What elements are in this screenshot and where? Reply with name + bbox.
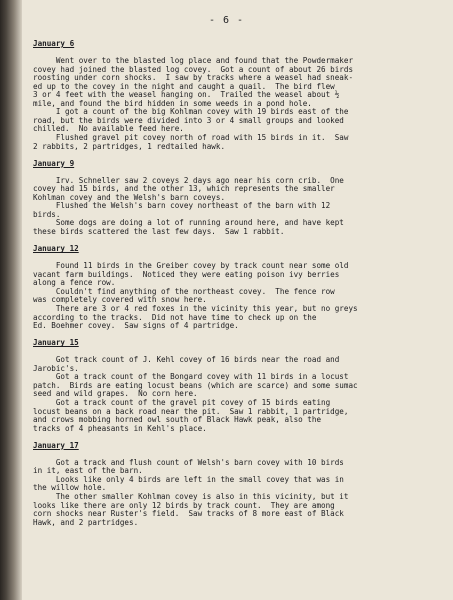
text-line: in it, east of the barn.	[33, 466, 143, 476]
text-line: looks like there are only 12 birds by track count. They are among	[33, 500, 335, 510]
text-line: The other smaller Kohlman covey is also in this vicinity, but it	[33, 491, 349, 501]
text-line: ed up to the covey in the night and caught a quail. The bird flew	[33, 81, 335, 91]
text-line: Got a track count of the gravel pit covey of 15 birds eating	[33, 397, 331, 407]
blank-line	[33, 151, 433, 160]
text-line: Flushed the Welsh's barn covey northeast of the barn with 12	[33, 201, 331, 211]
text-line: Went over to the blasted log place and found that the Powdermaker	[33, 56, 354, 66]
text-line: road, but the birds were divided into 3 or 4 small groups and looked	[33, 115, 344, 125]
text-line: 3 or 4 feet with the weasel hanging on. Trailed the weasel about ½	[33, 90, 340, 100]
text-line: Found 11 birds in the Greiber covey by track count near some old	[33, 261, 349, 271]
text-line: Got a track and flush count of Welsh's barn covey with 10 birds	[33, 457, 344, 467]
text-line: patch. Birds are eating locust beans (which are scarce) and some sumac	[33, 380, 358, 390]
text-line: and crows mobbing horned owl south of Black Hawk peak, also the	[33, 415, 322, 425]
text-line: Some dogs are doing a lot of running around here, and have kept	[33, 218, 344, 228]
text-line: seed and wild grapes. No corn here.	[33, 389, 198, 399]
text-line: along a fence row.	[33, 278, 116, 288]
text-line: the willow hole.	[33, 483, 107, 493]
text-line: 2 rabbits, 2 partridges, 1 redtailed hawk.	[33, 141, 226, 151]
text-line: mile, and found the bird hidden in some weeds in a pond hole.	[33, 98, 312, 108]
text-line: vacant farm buildings. Noticed they were eating poison ivy berries	[33, 269, 340, 279]
date-heading: January 12	[33, 244, 79, 254]
text-line: Kohlman covey and the Welsh's barn coveys.	[33, 192, 226, 202]
text-line: corn shocks near Ruster's field. Saw tracks of 8 more east of Black	[33, 509, 344, 519]
text-line: locust beans on a back road near the pit. Saw 1 rabbit, 1 partridge,	[33, 406, 349, 416]
text-line: tracks of 4 pheasants in Kehl's place.	[33, 423, 207, 433]
text-line: Ed. Boehmer covey. Saw signs of 4 partridge.	[33, 321, 239, 331]
blank-line	[33, 237, 433, 246]
text-line: There are 3 or 4 red foxes in the vicinity this year, but no greys	[33, 303, 358, 313]
text-line: Irv. Schneller saw 2 coveys 2 days ago near his corn crib. One	[33, 175, 344, 185]
text-line: these birds scattered the last few days. Saw 1 rabbit.	[33, 227, 285, 237]
text-line: roosting under corn shocks. I saw by tracks where a weasel had sneak-	[33, 73, 354, 83]
journal-text	[33, 40, 433, 527]
page-binding-shadow	[0, 0, 22, 600]
blank-line	[33, 331, 433, 340]
date-heading: January 15	[33, 338, 79, 348]
text-line: covey had joined the blasted log covey. Got a count of about 26 birds	[33, 64, 354, 74]
text-line: was completely covered with snow here.	[33, 295, 207, 305]
text-line: birds.	[33, 209, 61, 219]
text-line: according to the tracks. Did not have time to check up on the	[33, 312, 317, 322]
text-line: Got a track count of the Bongard covey with 11 birds in a locust	[33, 372, 349, 382]
text-line: covey had 15 birds, and the other 13, which represents the smaller	[33, 184, 335, 194]
text-line: Hawk, and 2 partridges.	[33, 517, 139, 527]
text-line: Flushed gravel pit covey north of road with 15 birds in it. Saw	[33, 133, 349, 143]
date-heading: January 9	[33, 158, 75, 168]
text-line: Couldn't find anything of the northeast covey. The fence row	[33, 286, 335, 296]
text-line: chilled. No available feed here.	[33, 124, 184, 134]
date-heading: January 17	[33, 440, 79, 450]
text-line: Jarobic's.	[33, 363, 79, 373]
page-number: - 6 -	[208, 15, 245, 26]
text-line: Got track count of J. Kehl covey of 16 birds near the road and	[33, 355, 340, 365]
text-line: Looks like only 4 birds are left in the small covey that was in	[33, 474, 344, 484]
blank-line	[33, 433, 433, 442]
date-heading: January 6	[33, 39, 75, 48]
text-line: I got a count of the big Kohlman covey with 19 birds east of the	[33, 107, 349, 117]
